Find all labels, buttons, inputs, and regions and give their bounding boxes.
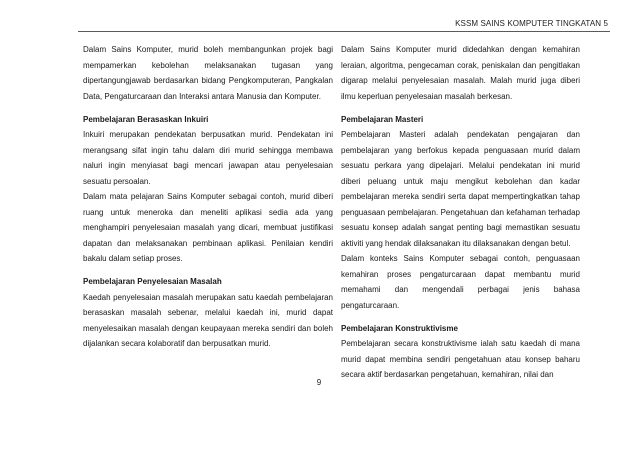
header-title: KSSM SAINS KOMPUTER TINGKATAN 5 [455,19,608,28]
problem-solving-heading: Pembelajaran Penyelesaian Masalah [83,277,222,286]
paragraph-gap [341,104,580,112]
mastery-paragraph-1: Pembelajaran Masteri adalah pendekatan pengajaran dan pembelajaran yang berfokus kepada penguasaan murid dalam sesuatu perkara yang dipelajari. Melalui pendekatan ini murid diberi peluang untuk maju mengikut kebolehan dan kadar pembelajaran mereka sendiri serta dapat mempertingkatkan tahap penguasaan pembelajaran. Pengetahuan dan kefahaman terhadap sesuatu konsep adalah sangat penting bagi memastikan sesuatu aktiviti yang hendak dilaksanakan itu dilaksanakan dengan betul. [341,130,580,248]
mastery-paragraph-2: Dalam konteks Sains Komputer sebagai contoh, penguasaan kemahiran proses pengaturcaraan dapat membantu murid memahami dan mengendali perbagai jenis bahasa pengaturcaraan. [341,254,580,310]
inquiry-heading: Pembelajaran Berasaskan Inkuiri [83,114,209,124]
page-number: 9 [316,378,322,387]
right-column [341,42,580,383]
left-column [83,42,333,352]
mastery-heading: Pembelajaran Masteri [341,114,424,124]
header-divider [78,31,610,32]
problem-solving-paragraph: Kaedah penyelesaian masalah merupakan satu kaedah pembelajaran berasaskan masalah sebenar, melalui kaedah ini, murid dapat menyelesaikan masalah dengan keupayaan mereka sendiri dan boleh dijalankan secara kolaboratif dan berpusatkan murid. [83,292,333,348]
page-header [0,0,638,36]
left-intro-paragraph: Dalam Sains Komputer, murid boleh membangunkan projek bagi mempamerkan kebolehan melaksanakan tugasan yang dipertangungjawab berdasarkan bidang Pengkomputeran, Pangkalan Data, Pengaturcaraan dan Interaksi antara Manusia dan Komputer. [83,45,333,101]
paragraph-gap [341,313,580,321]
constructivism-heading: Pembelajaran Konstruktivisme [341,323,458,333]
inquiry-paragraph-1: Inkuiri merupakan pendekatan berpusatkan murid. Pendekatan ini merangsang sifat ingin tahu dalam diri murid sehingga membawa naluri ingin menyiasat bagi mencari jawapan atau penyelesaian sesuatu persoalan. [83,130,333,186]
inquiry-paragraph-2: Dalam mata pelajaran Sains Komputer sebagai contoh, murid diberi ruang untuk meneroka dan meneliti aplikasi sedia ada yang menghampiri penyelesaian masalah yang dicari, membuat justifikasi dapatan dan melaksanakan pembinaan aplikasi. Penilaian kendiri bakalu dalam setiap proses. [83,192,333,263]
constructivism-paragraph: Pembelajaran secara konstruktivisme ialah satu kaedah di mana murid dapat membina sendiri pengetahuan atau konsep baharu secara aktif berdasarkan pengetahuan, kemahiran, nilai dan [341,339,580,379]
paragraph-gap [83,267,333,275]
paragraph-gap [83,104,333,112]
right-intro-paragraph: Dalam Sains Komputer murid didedahkan dengan kemahiran leraian, algoritma, pengecaman corak, peniskalan dan pengitlakan digarap melalui penyelesaian masalah. Malah murid juga diberi ilmu keperluan penyelesaian masalah berkesan. [341,45,580,101]
